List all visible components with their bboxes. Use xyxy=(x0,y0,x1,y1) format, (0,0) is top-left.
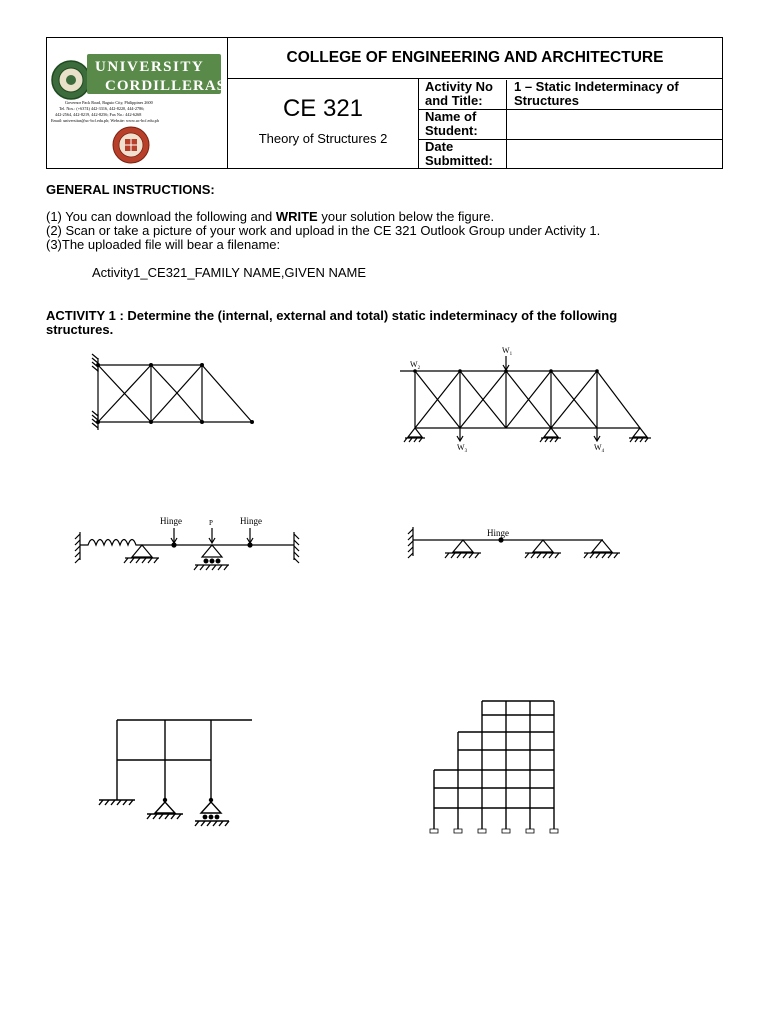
course-cell xyxy=(228,79,419,168)
date-row xyxy=(419,139,722,168)
filename-format: Activity1_CE321_FAMILY NAME,GIVEN NAME xyxy=(92,265,367,280)
logo-line-1: UNIVERSITY xyxy=(95,59,205,75)
truss-figure-2 xyxy=(395,342,660,452)
date-label: Date Submitted: xyxy=(419,140,507,169)
college-name: COLLEGE OF ENGINEERING AND ARCHITECTURE xyxy=(228,38,722,79)
load-label-p: P xyxy=(209,519,213,527)
logo-address-1: Governor Pack Road, Baguio City, Philippines 2600 xyxy=(65,100,153,105)
logo-address-2: Tel. Nos.: (+6374) 442-3316, 442-8220, 444-2786; xyxy=(59,106,145,111)
beam-figure-2 xyxy=(405,522,630,567)
truss-figure-1 xyxy=(80,350,260,440)
hinge-label-3: Hinge xyxy=(487,528,509,538)
instruction-1: (1) You can download the following and WRITE your solution below the figure. xyxy=(46,209,495,224)
logo-cell xyxy=(47,38,228,168)
hinge-label-1: Hinge xyxy=(160,516,182,526)
load-label-w3: $W_3$ xyxy=(457,443,468,454)
activity-line-2: structures. xyxy=(46,322,114,337)
student-row xyxy=(419,109,722,140)
instruction-2: (2) Scan or take a picture of your work and upload in the CE 321 Outlook Group under Activity 1. xyxy=(46,223,601,238)
instructions-heading: GENERAL INSTRUCTIONS: xyxy=(46,182,215,197)
load-label-w2: $W_2$ xyxy=(410,360,421,371)
course-code: CE 321 xyxy=(282,95,364,122)
load-label-w4: $W_4$ xyxy=(594,443,605,454)
load-label-w1: $W_1$ xyxy=(502,346,513,357)
logo-address-3: 442-2564, 442-8219, 442-8256; Fax No.: 442-6268 xyxy=(55,112,142,117)
instruction-3: (3)The uploaded file will bear a filename: xyxy=(46,237,281,252)
frame-figure-2 xyxy=(428,697,563,837)
university-logo xyxy=(47,38,227,168)
engineering-seal-icon xyxy=(113,127,149,163)
student-label: Name of Student: xyxy=(419,110,507,140)
logo-address-4: Email: universitas@uc-bcf.edu.ph; Website: www.uc-bcf.edu.ph xyxy=(51,118,159,123)
hinge-label-2: Hinge xyxy=(240,516,262,526)
activity-line-1: ACTIVITY 1 : Determine the (internal, external and total) static indeterminacy of the following xyxy=(46,308,618,323)
frame-figure-1 xyxy=(95,712,260,827)
activity-info xyxy=(419,79,722,168)
header-table xyxy=(46,37,723,169)
activity-row xyxy=(419,79,722,110)
activity-value: 1 – Static Indeterminacy of Structures xyxy=(514,79,679,108)
course-title: Theory of Structures 2 xyxy=(258,131,388,146)
beam-figure-1 xyxy=(70,512,305,577)
logo-line-2: CORDILLERAS xyxy=(105,78,227,94)
activity-label: Activity No and Title: xyxy=(419,80,507,110)
